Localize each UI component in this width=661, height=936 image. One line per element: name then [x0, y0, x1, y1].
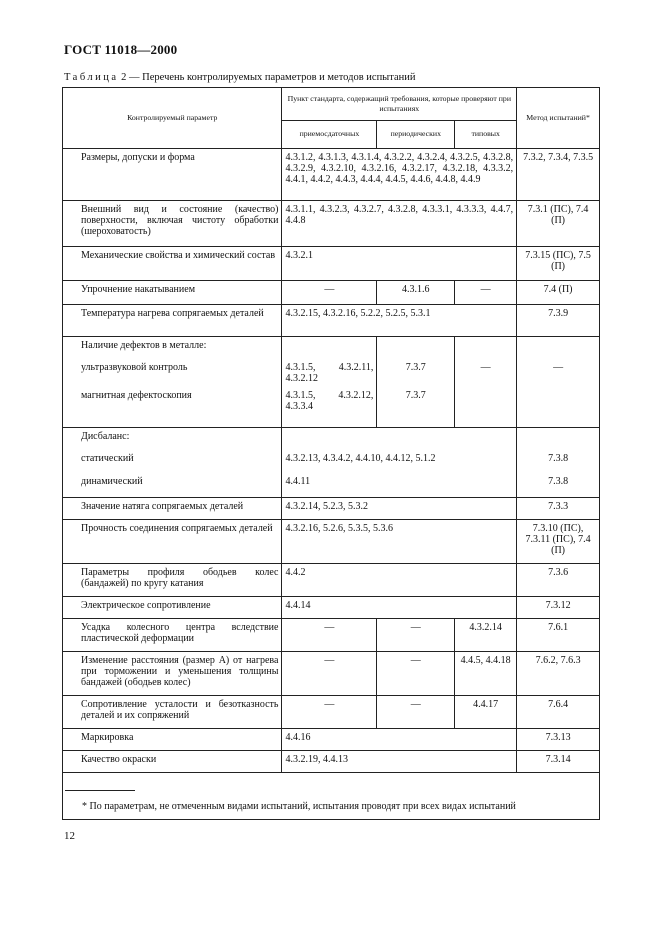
acc-value: 4.3.1.5, 4.3.2.11, 4.3.2.12 — [285, 362, 374, 384]
clause-cell — [282, 428, 517, 498]
type-cell — [455, 337, 517, 428]
periodic-cell: — — [377, 696, 455, 729]
table-row — [63, 337, 600, 428]
clause-cell: 4.3.2.19, 4.4.13 — [282, 751, 517, 773]
table-row — [63, 564, 600, 597]
method-cell — [517, 428, 600, 498]
table-row — [63, 428, 600, 498]
method-cell: 7.3.2, 7.3.4, 7.3.5 — [517, 149, 600, 201]
clause-cell: 4.3.2.1 — [282, 247, 517, 281]
acceptance-cell — [282, 337, 377, 428]
footnote: * По параметрам, не отмеченным видами испытаний, испытания проводят при всех видах испытаний — [82, 801, 516, 812]
table-row — [63, 201, 600, 247]
caption-text: 2 — Перечень контролируемых параметров и методов испытаний — [118, 72, 416, 83]
sub-label: статический — [81, 453, 134, 464]
param-cell: Параметры профиля ободьев колес (бандажей) по кругу катания — [63, 564, 282, 597]
table-row — [63, 619, 600, 652]
method-cell: 7.6.4 — [517, 696, 600, 729]
method-cell: 7.4 (П) — [517, 281, 600, 305]
method-cell: 7.3.13 — [517, 729, 600, 751]
table-row — [63, 597, 600, 619]
table-row — [63, 149, 600, 201]
method-cell: 7.3.12 — [517, 597, 600, 619]
footnote-area — [62, 782, 600, 820]
method-value: 7.3.8 — [548, 453, 569, 464]
clause-cell: 4.3.2.15, 4.3.2.16, 5.2.2, 5.2.5, 5.3.1 — [282, 305, 517, 337]
method-cell: 7.3.1 (ПС), 7.4 (П) — [517, 201, 600, 247]
head-acceptance: приемосдаточных — [282, 121, 377, 149]
type-value: — — [480, 362, 491, 373]
head-clause: Пункт стандарта, содержащий требования, которые проверяют при испытаниях — [282, 88, 517, 121]
per-value: 7.3.7 — [405, 362, 426, 373]
method-cell: 7.3.14 — [517, 751, 600, 773]
clause-value: 4.3.2.13, 4.3.4.2, 4.4.10, 4.4.12, 5.1.2 — [285, 453, 436, 464]
document-header: ГОСТ 11018—2000 — [64, 42, 178, 57]
table-row — [63, 498, 600, 520]
param-cell — [63, 337, 282, 428]
acceptance-cell: — — [282, 652, 377, 696]
clause-cell: 4.4.2 — [282, 564, 517, 597]
per-value: 7.3.7 — [405, 390, 426, 401]
param-cell: Значение натяга сопрягаемых деталей — [63, 498, 282, 520]
method-cell: 7.3.9 — [517, 305, 600, 337]
page-number: 12 — [64, 830, 75, 842]
periodic-cell: — — [377, 652, 455, 696]
param-cell: Качество окраски — [63, 751, 282, 773]
type-cell: 4.4.17 — [455, 696, 517, 729]
acceptance-cell: — — [282, 619, 377, 652]
clause-cell: 4.4.16 — [282, 729, 517, 751]
param-cell: Размеры, допуски и форма — [63, 149, 282, 201]
sub-label: ультразвуковой контроль — [81, 362, 188, 373]
param-cell: Маркировка — [63, 729, 282, 751]
table-caption — [64, 72, 415, 83]
table-row — [63, 305, 600, 337]
type-cell: — — [455, 281, 517, 305]
param-cell: Сопротивление усталости и безотказность деталей и их сопряжений — [63, 696, 282, 729]
type-cell: 4.4.5, 4.4.18 — [455, 652, 517, 696]
sub-label: магнитная дефектоскопия — [81, 390, 192, 401]
param-cell: Температура нагрева сопрягаемых деталей — [63, 305, 282, 337]
periodic-cell — [377, 337, 455, 428]
clause-cell: 4.3.2.16, 5.2.6, 5.3.5, 5.3.6 — [282, 520, 517, 564]
table-row — [63, 520, 600, 564]
sub-label: динамический — [81, 476, 143, 487]
table-row — [63, 751, 600, 773]
clause-cell: 4.3.2.14, 5.2.3, 5.3.2 — [282, 498, 517, 520]
param-cell: Прочность соединения сопрягаемых деталей — [63, 520, 282, 564]
group-label: Наличие дефектов в металле: — [81, 340, 207, 351]
method-cell: 7.3.15 (ПС), 7.5 (П) — [517, 247, 600, 281]
clause-value: 4.4.11 — [285, 476, 311, 487]
method-cell: 7.3.6 — [517, 564, 600, 597]
table-row — [63, 652, 600, 696]
param-cell: Электрическое сопротивление — [63, 597, 282, 619]
table-row — [63, 281, 600, 305]
method-value: — — [553, 362, 564, 373]
acc-value: 4.3.1.5, 4.3.2.12, 4.3.3.4 — [285, 390, 374, 412]
periodic-cell: — — [377, 619, 455, 652]
head-method: Метод испытаний* — [517, 88, 600, 149]
parameters-table — [62, 87, 600, 773]
clause-cell: 4.4.14 — [282, 597, 517, 619]
clause-cell: 4.3.1.1, 4.3.2.3, 4.3.2.7, 4.3.2.8, 4.3.3.1, 4.3.3.3, 4.4.7, 4.4.8 — [282, 201, 517, 247]
footnote-rule — [65, 790, 135, 791]
param-cell: Изменение расстояния (размер А) от нагрева при торможении и уменьшения толщины бандажей (ободьев колес) — [63, 652, 282, 696]
method-cell: 7.3.3 — [517, 498, 600, 520]
table-row — [63, 247, 600, 281]
param-cell: Упрочнение накатыванием — [63, 281, 282, 305]
periodic-cell: 4.3.1.6 — [377, 281, 455, 305]
caption-prefix: Таблица — [64, 72, 119, 83]
method-cell — [517, 337, 600, 428]
head-param: Контролируемый параметр — [63, 88, 282, 149]
head-type: типовых — [455, 121, 517, 149]
group-label: Дисбаланс: — [81, 431, 130, 442]
method-cell: 7.3.10 (ПС), 7.3.11 (ПС), 7.4 (П) — [517, 520, 600, 564]
head-periodic: периодических — [377, 121, 455, 149]
param-cell: Внешний вид и состояние (качество) поверхности, включая чистоту обработки (шероховатость) — [63, 201, 282, 247]
param-cell: Усадка колесного центра вследствие пластической деформации — [63, 619, 282, 652]
clause-cell: 4.3.1.2, 4.3.1.3, 4.3.1.4, 4.3.2.2, 4.3.2.4, 4.3.2.5, 4.3.2.8, 4.3.2.9, 4.3.2.10, 4.3.2.16, 4.3.2.17, 4.3.2.18, 4.3.3.2, 4.4.1, 4.4.2, 4.4.3, 4.4.4, 4.4.5, 4.4.6, 4.4.8, 4.4.9 — [282, 149, 517, 201]
table-row — [63, 729, 600, 751]
param-cell: Механические свойства и химический состав — [63, 247, 282, 281]
acceptance-cell: — — [282, 696, 377, 729]
param-cell — [63, 428, 282, 498]
method-value: 7.3.8 — [548, 476, 569, 487]
acceptance-cell: — — [282, 281, 377, 305]
method-cell: 7.6.2, 7.6.3 — [517, 652, 600, 696]
type-cell: 4.3.2.14 — [455, 619, 517, 652]
method-cell: 7.6.1 — [517, 619, 600, 652]
table-row — [63, 696, 600, 729]
